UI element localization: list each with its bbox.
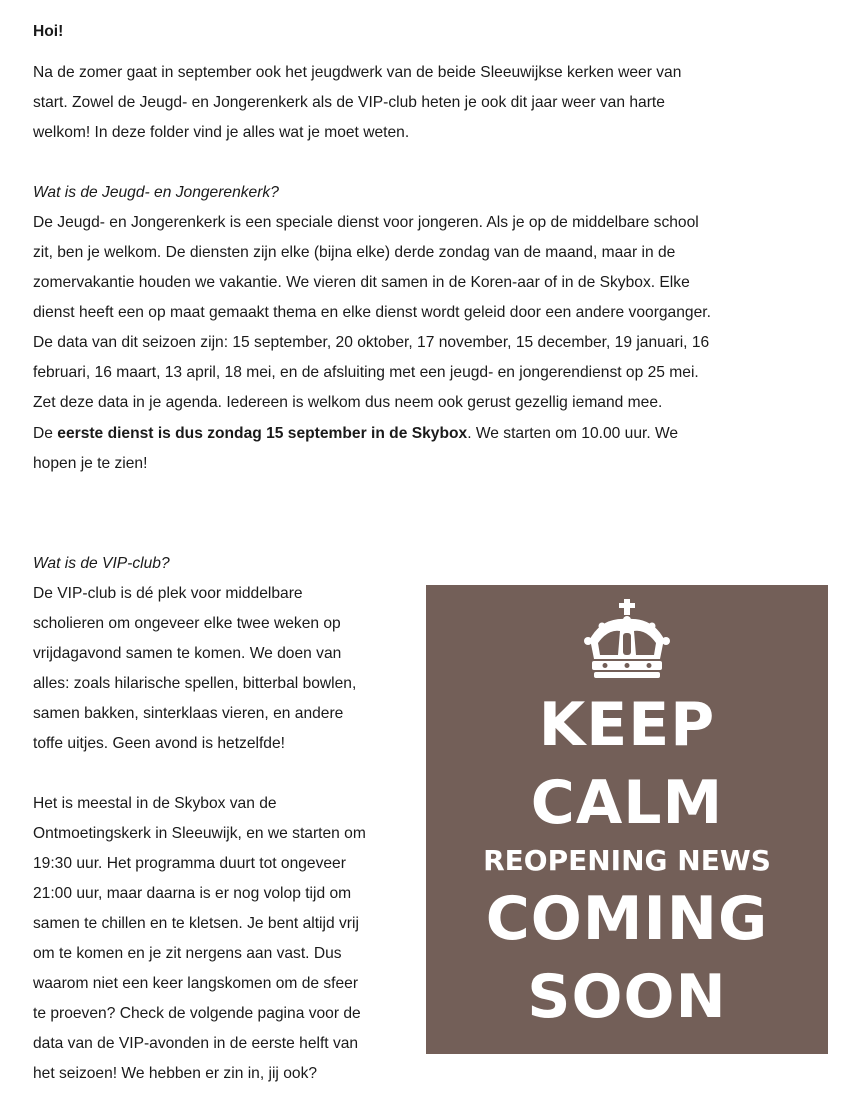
vipclub-line: Het is meestal in de Skybox van de bbox=[33, 795, 277, 812]
poster-reopening-news: REOPENING NEWS bbox=[483, 844, 771, 877]
vipclub-line: 19:30 uur. Het programma duurt tot ongeveer bbox=[33, 855, 346, 872]
vipclub-line: waarom niet een keer langskomen om de sfeer bbox=[33, 975, 359, 992]
vipclub-line: samen bakken, sinterklaas vieren, en andere bbox=[33, 705, 344, 722]
vipclub-line: samen te chillen en te kletsen. Je bent altijd vrij bbox=[33, 915, 359, 932]
crown-icon bbox=[580, 599, 674, 679]
intro-line: start. Zowel de Jeugd- en Jongerenkerk als de VIP-club heten je ook dit jaar weer van harte bbox=[33, 94, 665, 111]
intro-line: welkom! In deze folder vind je alles wat je moet weten. bbox=[33, 124, 410, 141]
vipclub-line: vrijdagavond samen te komen. We doen van bbox=[33, 645, 342, 662]
vipclub-line: data van de VIP-avonden in de eerste helft van bbox=[33, 1035, 359, 1052]
jeugdkerk-line: De data van dit seizoen zijn: 15 september, 20 oktober, 17 november, 15 december, 19 januari, 16 bbox=[33, 334, 710, 351]
vipclub-line: toffe uitjes. Geen avond is hetzelfde! bbox=[33, 735, 285, 752]
first-service-line bbox=[33, 424, 678, 444]
first-service-post: . We starten om 10.00 uur. We bbox=[467, 425, 679, 442]
jeugdkerk-line: Zet deze data in je agenda. Iedereen is welkom dus neem ook gerust gezellig iemand mee. bbox=[33, 394, 663, 411]
vipclub-line: scholieren om ongeveer elke twee weken op bbox=[33, 615, 341, 632]
vipclub-heading: Wat is de VIP-club? bbox=[33, 555, 170, 572]
vipclub-line: te proeven? Check de volgende pagina voor de bbox=[33, 1005, 361, 1022]
jeugdkerk-closing-line: hopen je te zien! bbox=[33, 455, 148, 472]
poster-calm: CALM bbox=[530, 768, 724, 838]
vipclub-line: alles: zoals hilarische spellen, bitterbal bowlen, bbox=[33, 675, 357, 692]
jeugdkerk-line: zit, ben je welkom. De diensten zijn elke (bijna elke) derde zondag van de maand, maar in de bbox=[33, 244, 676, 261]
keep-calm-poster bbox=[426, 585, 828, 1054]
jeugdkerk-line: De Jeugd- en Jongerenkerk is een speciale dienst voor jongeren. Als je op de middelbare school bbox=[33, 214, 699, 231]
vipclub-line: om te komen en je zit nergens aan vast. Dus bbox=[33, 945, 342, 962]
vipclub-line: het seizoen! We hebben er zin in, jij ook? bbox=[33, 1065, 318, 1082]
intro-line: Na de zomer gaat in september ook het jeugdwerk van de beide Sleeuwijkse kerken weer van bbox=[33, 64, 682, 81]
poster-soon: SOON bbox=[527, 962, 727, 1032]
jeugdkerk-line: zomervakantie houden we vakantie. We vieren dit samen in de Koren-aar of in de Skybox. Elke bbox=[33, 274, 690, 291]
vipclub-line: De VIP-club is dé plek voor middelbare bbox=[33, 585, 303, 602]
jeugdkerk-line: dienst heeft een op maat gemaakt thema en elke dienst wordt geleid door een andere voorganger. bbox=[33, 304, 711, 321]
vipclub-line: Ontmoetingskerk in Sleeuwijk, en we starten om bbox=[33, 825, 366, 842]
poster-coming: COMING bbox=[485, 884, 769, 954]
vipclub-line: 21:00 uur, maar daarna is er nog volop tijd om bbox=[33, 885, 352, 902]
jeugdkerk-line: februari, 16 maart, 13 april, 18 mei, en de afsluiting met een jeugd- en jongerendienst op 25 mei. bbox=[33, 364, 699, 381]
poster-keep: KEEP bbox=[538, 690, 716, 760]
first-service-highlight: eerste dienst is dus zondag 15 september in de Skybox bbox=[57, 425, 468, 442]
greeting: Hoi! bbox=[33, 23, 64, 40]
first-service-pre: De bbox=[33, 425, 58, 442]
jeugdkerk-heading: Wat is de Jeugd- en Jongerenkerk? bbox=[33, 184, 279, 201]
